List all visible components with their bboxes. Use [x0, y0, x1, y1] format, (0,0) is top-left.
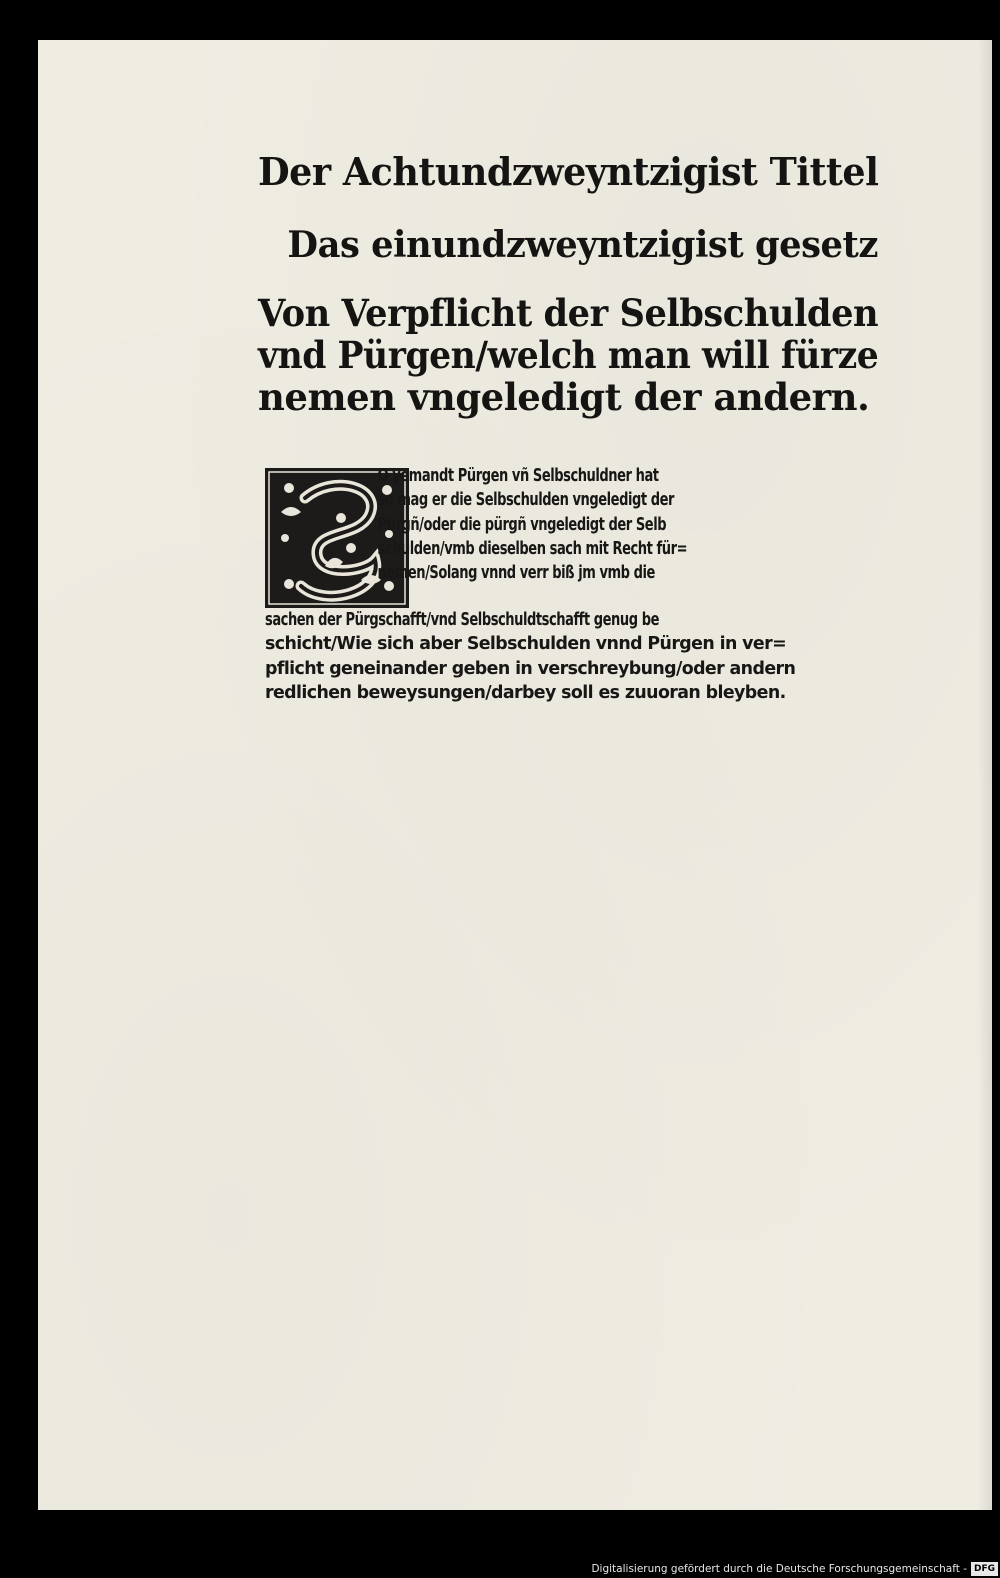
- body-line: redlichen beweysungen/darbey soll es zuuoran bleyben.: [265, 682, 786, 703]
- body-line: schicht/Wie sich aber Selbschulden vnnd Pürgen in ver=: [265, 634, 787, 655]
- body-line: Pürgñ/oder die pürgñ vngeledigt der Selb: [377, 514, 667, 535]
- digitization-credit: [591, 1561, 998, 1577]
- body-line: so mag er die Selbschulden vngeledigt der: [377, 490, 675, 511]
- body-line: pflicht geneinander geben in verschreybung/oder andern: [265, 658, 796, 679]
- book-page: [38, 40, 992, 1510]
- body-text: [265, 464, 865, 705]
- page-edge-shadow: [978, 40, 992, 1510]
- body-line: sachen der Pürgschafft/vnd Selbschuldtschafft genug be: [265, 610, 659, 630]
- body-line: O yemandt Pürgen vñ Selbschuldner hat: [377, 466, 659, 486]
- heading-block: [258, 148, 878, 418]
- dfg-logo-icon: DFG: [971, 1562, 998, 1576]
- body-line: schulden/vmb dieselben sach mit Recht für=: [377, 538, 688, 559]
- body-line: nemen/Solang vnnd verr biß jm vmb die: [377, 563, 655, 584]
- section-title: [258, 292, 878, 418]
- law-title: Das einundzweyntzigist gesetz: [287, 224, 878, 266]
- section-title-line: nemen vngeledigt der andern.: [258, 375, 870, 419]
- section-title-line: vnd Pürgen/welch man will fürze: [258, 333, 879, 377]
- chapter-title: Der Achtundzweyntzigist Tittel: [258, 149, 879, 194]
- section-title-line: Von Verpflicht der Selbschulden: [258, 291, 879, 335]
- credit-text: Digitalisierung gefördert durch die Deutsche Forschungsgemeinschaft -: [591, 1563, 967, 1575]
